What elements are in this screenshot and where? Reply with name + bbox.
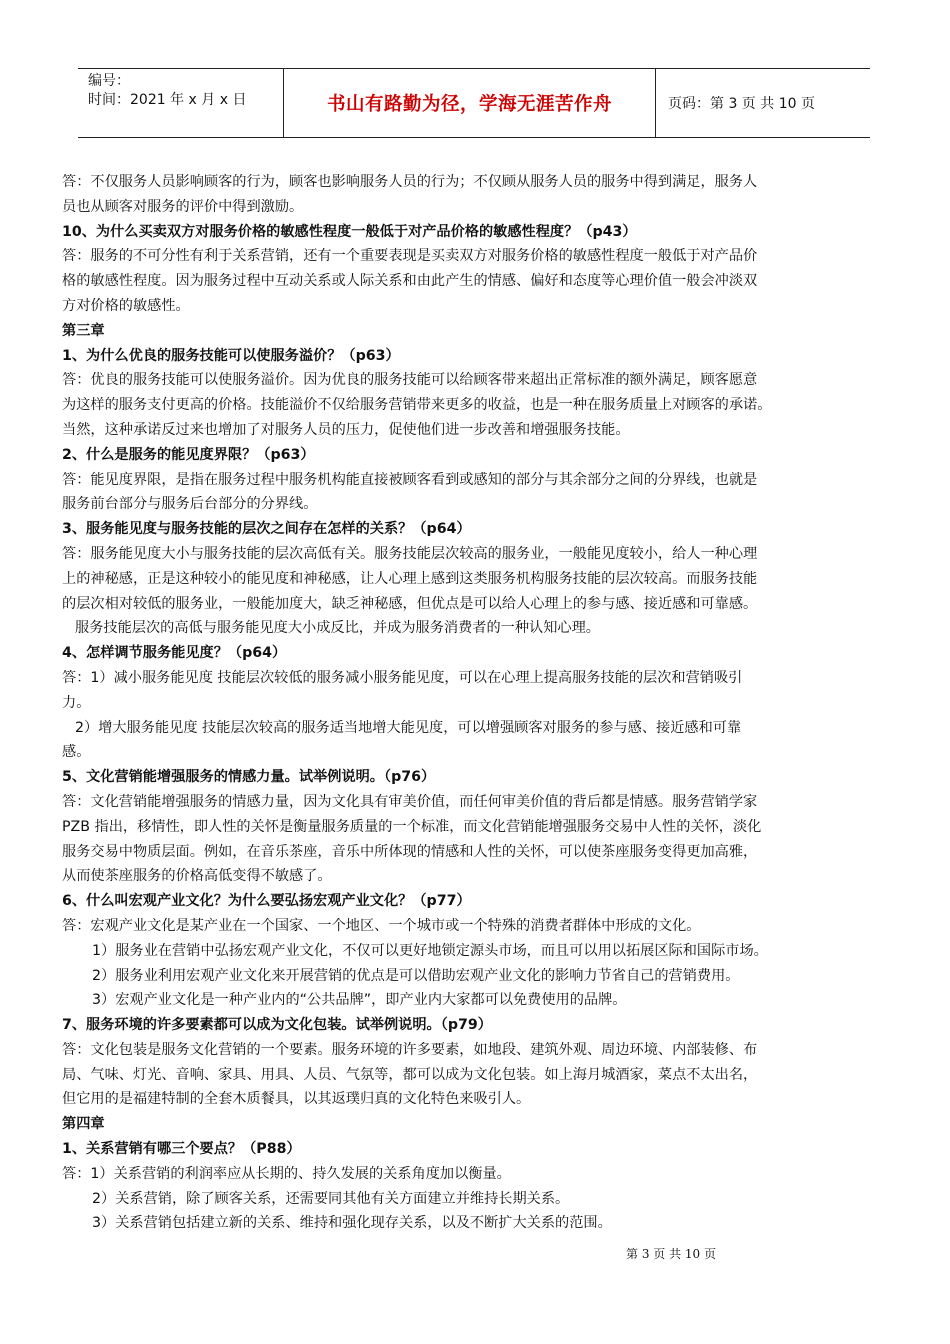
answer-line: 服务技能层次的高低与服务能见度大小成反比，并成为服务消费者的一种认知心理。 xyxy=(75,620,600,637)
answer-line: 答：文化营销能增强服务的情感力量，因为文化具有审美价值，而任何审美价值的背后都是情感。服务营销学家 xyxy=(62,793,758,810)
answer-line: 答：服务的不可分性有利于关系营销，还有一个重要表现是买卖双方对服务价格的敏感性程度一般低于对产品价 xyxy=(62,248,758,265)
header-page-info: 页码：第 3 页 共 10 页 xyxy=(668,96,815,112)
answer-line: 感。 xyxy=(62,744,91,761)
header-meta xyxy=(78,69,284,137)
answer-line: 方对价格的敏感性。 xyxy=(62,297,190,314)
document-date: 时间：2021 年 x 月 x 日 xyxy=(88,92,247,108)
answer-line: 局、气味、灯光、音响、家具、用具、人员、气氛等，都可以成为文化包装。如上海月城酒家，菜点不太出名， xyxy=(62,1066,758,1083)
answer-line: 3）关系营销包括建立新的关系、维持和强化现存关系，以及不断扩大关系的范围。 xyxy=(92,1215,612,1232)
answer-line: 3）宏观产业文化是一种产业内的“公共品牌”，即产业内大家都可以免费使用的品牌。 xyxy=(92,992,627,1009)
header-motto: 书山有路勤为径，学海无涯苦作舟 xyxy=(326,94,612,115)
question-heading: 第四章 xyxy=(62,1116,105,1133)
answer-line: 服务前台部分与服务后台部分的分界线。 xyxy=(62,496,318,513)
answer-line: 答：宏观产业文化是某产业在一个国家、一个地区、一个城市或一个特殊的消费者群体中形成的文化。 xyxy=(62,917,701,934)
question-heading: 10、为什么买卖双方对服务价格的敏感性程度一般低于对产品价格的敏感性程度？（p43） xyxy=(62,223,637,240)
question-heading: 1、关系营销有哪三个要点？（P88） xyxy=(62,1141,301,1158)
question-heading: 4、怎样调节服务能见度？（p64） xyxy=(62,645,287,662)
answer-line: 2）服务业利用宏观产业文化来开展营销的优点是可以借助宏观产业文化的影响力节省自己的营销费用。 xyxy=(92,967,740,984)
question-heading: 6、什么叫宏观产业文化？为什么要弘扬宏观产业文化？（p77） xyxy=(62,893,471,910)
question-heading: 1、为什么优良的服务技能可以使服务溢价？（p63） xyxy=(62,347,400,364)
page-footer: 第 3 页 共 10 页 xyxy=(626,1247,716,1261)
question-heading: 3、服务能见度与服务技能的层次之间存在怎样的关系？（p64） xyxy=(62,521,471,538)
question-heading: 5、文化营销能增强服务的情感力量。试举例说明。（p76） xyxy=(62,769,436,786)
document-body xyxy=(62,170,892,1236)
page-header xyxy=(78,68,870,138)
answer-line: 力。 xyxy=(62,694,91,711)
header-motto-cell xyxy=(284,69,656,137)
answer-line: 格的敏感性程度。因为服务过程中互动关系或人际关系和由此产生的情感、偏好和态度等心理价值一般会冲淡双 xyxy=(62,273,758,290)
answer-line: 答：优良的服务技能可以使服务溢价。因为优良的服务技能可以给顾客带来超出正常标准的额外满足，顾客愿意 xyxy=(62,372,758,389)
answer-line: PZB 指出，移情性，即人性的关怀是衡量服务质量的一个标准，而文化营销能增强服务交易中人性的关怀，淡化 xyxy=(62,818,762,835)
answer-line: 服务交易中物质层面。例如，在音乐茶座，音乐中所体现的情感和人性的关怀，可以使茶座服务变得更加高雅， xyxy=(62,843,758,860)
answer-line: 答：1）减小服务能见度 技能层次较低的服务减小服务能见度，可以在心理上提高服务技能的层次和营销吸引 xyxy=(62,669,743,686)
answer-line: 答：能见度界限，是指在服务过程中服务机构能直接被顾客看到或感知的部分与其余部分之间的分界线，也就是 xyxy=(62,471,758,488)
answer-line: 1）服务业在营销中弘扬宏观产业文化，不仅可以更好地锁定源头市场，而且可以用以拓展区际和国际市场。 xyxy=(92,942,768,959)
answer-line: 但它用的是福建特制的全套木质餐具，以其返璞归真的文化特色来吸引人。 xyxy=(62,1091,531,1108)
answer-line: 从而使茶座服务的价格高低变得不敏感了。 xyxy=(62,868,332,885)
answer-line: 2）增大服务能见度 技能层次较高的服务适当地增大能见度，可以增强顾客对服务的参与感、接近感和可靠 xyxy=(75,719,742,736)
answer-line: 为这样的服务支付更高的价格。技能溢价不仅给服务营销带来更多的收益，也是一种在服务质量上对顾客的承诺。 xyxy=(62,397,772,414)
answer-line: 答：不仅服务人员影响顾客的行为，顾客也影响服务人员的行为；不仅顾从服务人员的服务中得到满足，服务人 xyxy=(62,174,758,190)
answer-line: 的层次相对较低的服务业，一般能加度大，缺乏神秘感，但优点是可以给人心理上的参与感、接近感和可靠感。 xyxy=(62,595,758,612)
answer-line: 答：服务能见度大小与服务技能的层次高低有关。服务技能层次较高的服务业，一般能见度较小，给人一种心理 xyxy=(62,545,758,562)
document-number: 编号： xyxy=(88,73,130,89)
answer-line: 答：文化包装是服务文化营销的一个要素。服务环境的许多要素，如地段、建筑外观、周边环境、内部装修、布 xyxy=(62,1041,758,1058)
question-heading: 7、服务环境的许多要素都可以成为文化包装。试举例说明。（p79） xyxy=(62,1017,492,1034)
answer-line: 答：1）关系营销的利润率应从长期的、持久发展的关系角度加以衡量。 xyxy=(62,1165,511,1182)
question-heading: 第三章 xyxy=(62,322,105,339)
answer-line: 2）关系营销，除了顾客关系，还需要同其他有关方面建立并维持长期关系。 xyxy=(92,1190,570,1207)
answer-line: 员也从顾客对服务的评价中得到激励。 xyxy=(62,198,304,215)
answer-line: 当然，这种承诺反过来也增加了对服务人员的压力，促使他们进一步改善和增强服务技能。 xyxy=(62,421,630,438)
question-heading: 2、什么是服务的能见度界限？（p63） xyxy=(62,446,315,463)
answer-line: 上的神秘感，正是这种较小的能见度和神秘感，让人心理上感到这类服务机构服务技能的层次较高。而服务技能 xyxy=(62,570,758,587)
